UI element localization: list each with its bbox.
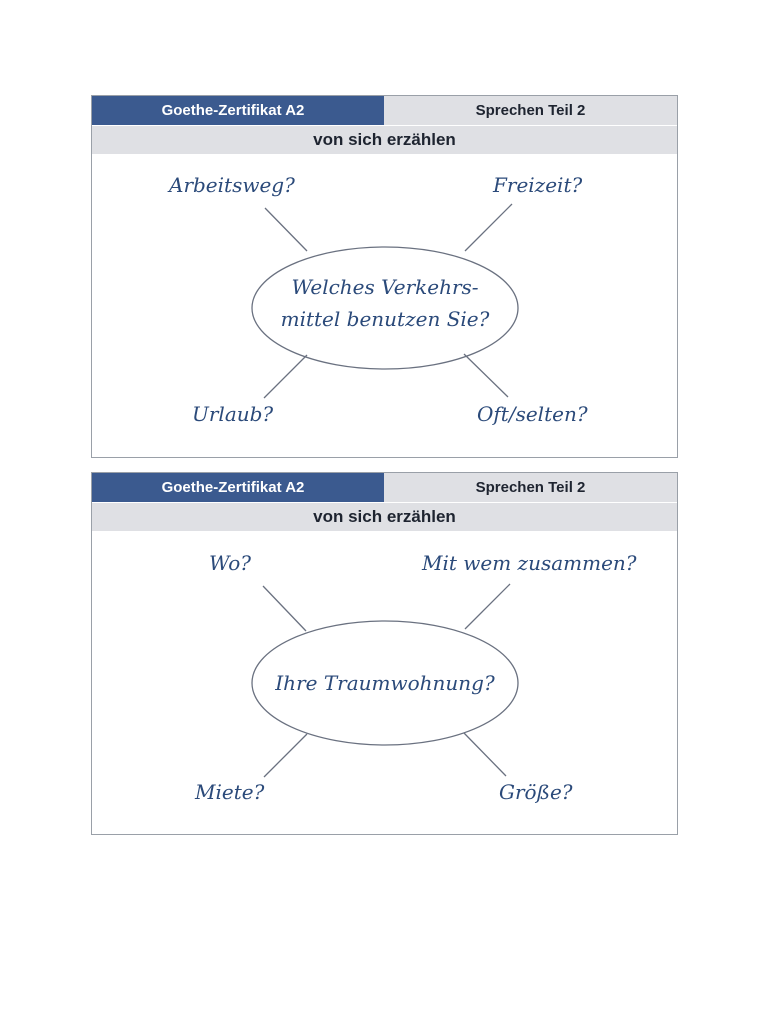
prompt-top-right: Mit wem zusammen? — [422, 551, 637, 575]
prompt-top-right: Freizeit? — [493, 173, 583, 197]
prompt-bottom-left: Miete? — [195, 780, 265, 804]
task-card-2 — [91, 472, 678, 835]
prompt-top-left: Wo? — [209, 551, 251, 575]
exam-title: Goethe-Zertifikat A2 — [92, 473, 384, 502]
center-question — [252, 667, 518, 699]
exam-title: Goethe-Zertifikat A2 — [92, 96, 384, 125]
mindmap — [92, 154, 677, 457]
mindmap — [92, 531, 677, 834]
connector-bottom-right — [464, 354, 508, 397]
connector-bottom-left — [264, 355, 307, 398]
center-question — [252, 271, 518, 335]
card-header — [92, 473, 677, 503]
topic-title: von sich erzählen — [92, 126, 677, 154]
prompt-bottom-right: Oft/selten? — [477, 402, 588, 426]
center-question-line2: mittel benutzen Sie? — [280, 307, 490, 331]
connector-bottom-right — [464, 733, 506, 776]
section-title: Sprechen Teil 2 — [384, 96, 677, 125]
task-card-1 — [91, 95, 678, 458]
prompt-top-left: Arbeitsweg? — [169, 173, 295, 197]
card-header — [92, 96, 677, 126]
center-question-line1: Welches Verkehrs- — [291, 275, 479, 299]
prompt-bottom-right: Größe? — [499, 780, 573, 804]
center-question-line1: Ihre Traumwohnung? — [275, 671, 495, 695]
connector-top-left — [265, 208, 307, 251]
connector-top-right — [465, 584, 510, 629]
connector-top-left — [263, 586, 306, 631]
prompt-bottom-left: Urlaub? — [192, 402, 274, 426]
connector-bottom-left — [264, 734, 307, 777]
topic-title: von sich erzählen — [92, 503, 677, 531]
section-title: Sprechen Teil 2 — [384, 473, 677, 502]
connector-top-right — [465, 204, 512, 251]
